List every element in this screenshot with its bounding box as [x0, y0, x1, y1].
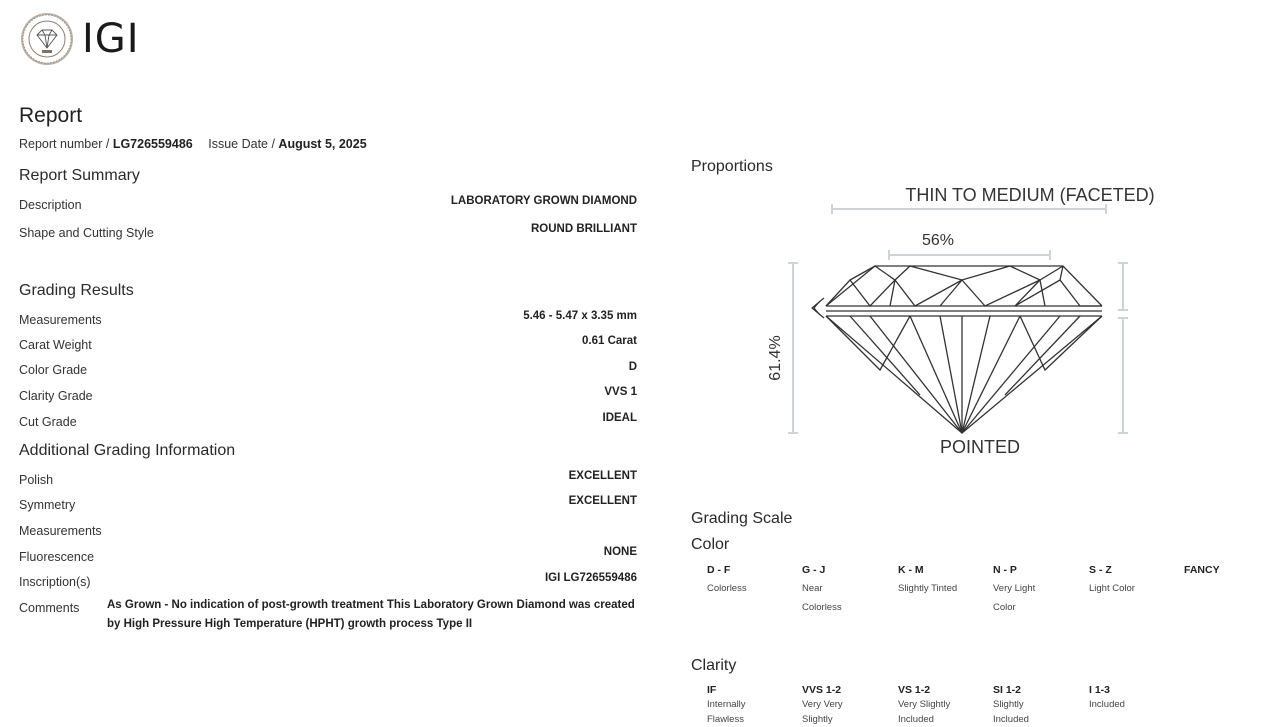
- grading-scale-heading: Grading Scale: [691, 510, 793, 527]
- polish-value: EXCELLENT: [568, 470, 637, 482]
- cut-grade-label: Cut Grade: [19, 415, 77, 429]
- fluorescence-value: NONE: [603, 546, 637, 558]
- clarity-desc-if-2: Flawless: [707, 714, 744, 725]
- color-scale-sz: [1089, 564, 1179, 598]
- proportions-diagram: [700, 180, 1270, 465]
- shape-label: Shape and Cutting Style: [19, 226, 154, 240]
- color-desc-km: Slightly Tinted: [898, 583, 958, 594]
- issue-date-label: Issue Date /: [208, 137, 275, 151]
- color-scale-gj: [802, 564, 892, 617]
- clarity-desc-if-1: Internally: [707, 699, 746, 710]
- color-scale-df: [707, 564, 797, 598]
- color-desc-np-2: Color: [993, 602, 1016, 613]
- table-percent-label: 56%: [921, 232, 955, 249]
- depth-line: [788, 263, 798, 433]
- crown-pavilion-lines: [1118, 263, 1128, 433]
- description-label: Description: [19, 198, 82, 212]
- clarity-desc-vs-1: Very Slightly: [898, 699, 951, 710]
- report-number-label: Report number /: [19, 137, 110, 151]
- girdle-arrow-icon: [812, 298, 824, 318]
- clarity-grade-label: Clarity Grade: [19, 389, 93, 403]
- clarity-desc-vvs-2: Slightly: [802, 714, 833, 725]
- carat-label: Carat Weight: [19, 338, 92, 352]
- symmetry-value: EXCELLENT: [568, 495, 637, 507]
- color-scale-fancy: [1184, 564, 1220, 576]
- clarity-scale-if: [707, 684, 797, 727]
- inscription-value: IGI LG726559486: [544, 572, 637, 584]
- color-desc-np-1: Very Light: [993, 583, 1036, 594]
- additional-info-heading: Additional Grading Information: [19, 442, 236, 459]
- comments-label: Comments: [19, 601, 80, 615]
- additional-measurements-label: Measurements: [19, 524, 102, 538]
- report-number: LG726559486: [112, 137, 193, 151]
- clarity-desc-i: Included: [1089, 699, 1125, 710]
- diamond-profile: [826, 266, 1102, 433]
- report-summary-heading: Report Summary: [19, 167, 140, 184]
- color-grade-fancy: FANCY: [1184, 564, 1220, 576]
- color-desc-gj-2: Colorless: [802, 602, 842, 613]
- color-grade-np: N - P: [993, 564, 1017, 576]
- color-desc-sz: Light Color: [1089, 583, 1135, 594]
- color-scale-heading: Color: [691, 536, 730, 553]
- measurements-label: Measurements: [19, 313, 102, 327]
- description-value: LABORATORY GROWN DIAMOND: [450, 195, 637, 207]
- color-grade-gj: G - J: [802, 564, 826, 576]
- brand-name: IGI: [82, 16, 140, 62]
- clarity-scale-vvs: [802, 684, 892, 727]
- clarity-scale-heading: Clarity: [691, 657, 737, 674]
- cut-grade-value: IDEAL: [602, 412, 637, 424]
- carat-value: 0.61 Carat: [582, 335, 637, 347]
- clarity-grade-value: VVS 1: [604, 386, 637, 398]
- color-grade-km: K - M: [898, 564, 924, 576]
- table-width-line: [889, 250, 1050, 260]
- clarity-scale-vs: [898, 684, 988, 727]
- color-grade-label: Color Grade: [19, 363, 88, 377]
- proportions-heading: Proportions: [691, 158, 773, 175]
- igi-logo: [20, 12, 140, 66]
- symmetry-label: Symmetry: [19, 498, 76, 512]
- clarity-desc-si-1: Slightly: [993, 699, 1024, 710]
- color-grade-df: D - F: [707, 564, 731, 576]
- clarity-grade-i: I 1-3: [1089, 684, 1111, 696]
- color-desc-gj-1: Near: [802, 583, 823, 594]
- shape-value: ROUND BRILLIANT: [530, 223, 637, 235]
- color-grade-sz: S - Z: [1089, 564, 1112, 576]
- grading-results-heading: Grading Results: [19, 282, 134, 299]
- issue-date: August 5, 2025: [278, 137, 367, 151]
- clarity-grade-vvs: VVS 1-2: [802, 684, 842, 696]
- clarity-desc-si-2: Included: [993, 714, 1029, 725]
- color-scale-np: [993, 564, 1083, 617]
- fluorescence-label: Fluorescence: [19, 550, 95, 564]
- igi-seal-icon: [20, 12, 74, 66]
- measurements-value: 5.46 - 5.47 x 3.35 mm: [523, 310, 637, 322]
- clarity-scale-i: [1089, 684, 1179, 712]
- depth-percent-label: 61.4%: [767, 335, 784, 381]
- clarity-grade-vs: VS 1-2: [898, 684, 931, 696]
- report-title: Report: [19, 104, 83, 127]
- inscription-label: Inscription(s): [19, 575, 91, 589]
- clarity-grade-if: IF: [707, 684, 717, 696]
- girdle-label: THIN TO MEDIUM (FACETED): [905, 185, 1155, 205]
- comments-value: As Grown - No indication of post-growth treatment This Laboratory Grown Diamond was created by High Pressure High Temperature (HPHT) growth process Type II: [107, 599, 635, 630]
- clarity-grade-si: SI 1-2: [993, 684, 1022, 696]
- culet-label: POINTED: [939, 437, 1021, 457]
- color-desc-df: Colorless: [707, 583, 747, 594]
- clarity-desc-vs-2: Included: [898, 714, 934, 725]
- clarity-desc-vvs-1: Very Very: [802, 699, 843, 710]
- report-meta: [19, 137, 367, 151]
- color-grade-value: D: [628, 361, 637, 373]
- clarity-scale-si: [993, 684, 1083, 727]
- polish-label: Polish: [19, 473, 54, 487]
- color-scale-km: [898, 564, 988, 598]
- girdle-width-line: [832, 204, 1106, 214]
